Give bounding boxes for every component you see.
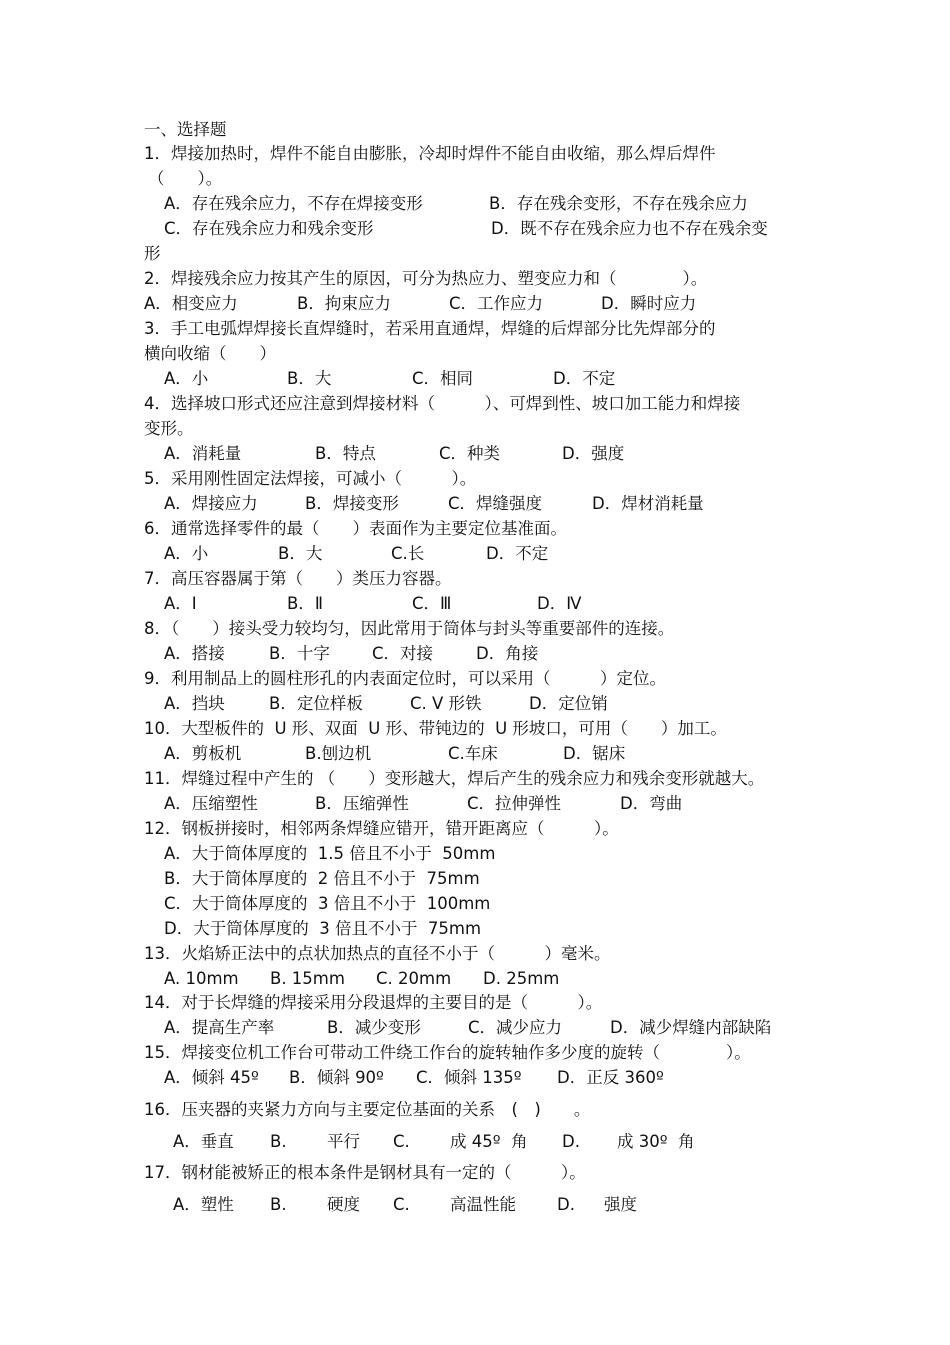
question-7-stem: 7．高压容器属于第（ ）类压力容器。 <box>144 569 452 588</box>
q5-option-b: B．焊接变形 <box>305 494 399 513</box>
q14-option-c: C．减少应力 <box>468 1018 563 1037</box>
q9-option-a: A．挡块 <box>164 694 225 713</box>
q8-option-a: A．搭接 <box>164 644 225 663</box>
q10-option-a: A．剪板机 <box>164 744 242 763</box>
question-9-stem: 9．利用制品上的圆柱形孔的内表面定位时，可以采用（ ）定位。 <box>144 669 666 688</box>
q10-option-d: D．锯床 <box>563 744 626 763</box>
q2-option-b: B．拘束应力 <box>297 294 391 313</box>
q7-option-a: A．Ⅰ <box>164 594 197 613</box>
q6-option-d: D．不定 <box>486 544 549 563</box>
q15-option-d: D．正反 360º <box>557 1068 664 1087</box>
question-10-stem: 10．大型板件的 U 形、双面 U 形、带钝边的 U 形坡口，可用（ ）加工。 <box>144 719 727 738</box>
question-2-stem: 2．焊接残余应力按其产生的原因，可分为热应力、塑变应力和（ ）。 <box>144 269 708 288</box>
q3-option-c: C．相同 <box>412 369 474 388</box>
question-4-stem-cont: 变形。 <box>144 419 194 438</box>
q15-option-c: C．倾斜 135º <box>416 1068 522 1087</box>
q6-option-a: A．小 <box>164 544 209 563</box>
q16-option-b-text: 平行 <box>327 1132 360 1151</box>
q12-option-a: A．大于筒体厚度的 1.5 倍且不小于 50mm <box>164 844 496 863</box>
q3-option-b: B．大 <box>287 369 332 388</box>
question-16-stem: 16．压夹器的夹紧力方向与主要定位基面的关系 ( ) 。 <box>144 1100 591 1119</box>
q1-option-d-cont: 形 <box>144 244 161 263</box>
question-17-stem: 17．钢材能被矫正的根本条件是钢材具有一定的（ ）。 <box>144 1163 586 1182</box>
q12-option-c: C．大于筒体厚度的 3 倍且不小于 100mm <box>164 894 491 913</box>
q2-option-d: D．瞬时应力 <box>601 294 697 313</box>
q13-option-d: D. 25mm <box>483 969 560 988</box>
q16-option-d-text: 成 30º 角 <box>617 1132 695 1151</box>
q14-option-b: B．减少变形 <box>327 1018 421 1037</box>
q12-option-b: B．大于筒体厚度的 2 倍且不小于 75mm <box>164 869 480 888</box>
question-8-stem: 8．（ ）接头受力较均匀，因此常用于筒体与封头等重要部件的连接。 <box>144 619 675 638</box>
q16-option-c-text: 成 45º 角 <box>450 1132 528 1151</box>
q10-option-c: C.车床 <box>448 744 498 763</box>
q4-option-c: C．种类 <box>439 444 501 463</box>
q11-option-c: C．拉伸弹性 <box>467 794 562 813</box>
q11-option-b: B．压缩弹性 <box>315 794 409 813</box>
question-3-stem: 3．手工电弧焊焊接长直焊缝时，若采用直通焊，焊缝的后焊部分比先焊部分的 <box>144 319 716 338</box>
question-6-stem: 6．通常选择零件的最（ ）表面作为主要定位基准面。 <box>144 519 567 538</box>
q17-option-c-letter: C. <box>393 1195 410 1214</box>
q9-option-d: D．定位销 <box>529 694 608 713</box>
q2-option-c: C．工作应力 <box>449 294 544 313</box>
q1-option-c: C．存在残余应力和残余变形 <box>164 219 374 238</box>
q15-option-b: B．倾斜 90º <box>289 1068 384 1087</box>
q9-option-c: C. V 形铁 <box>410 694 482 713</box>
q12-option-d: D．大于筒体厚度的 3 倍且不小于 75mm <box>164 919 482 938</box>
question-1-stem-cont: （ ）。 <box>148 169 223 188</box>
q8-option-b: B．十字 <box>269 644 330 663</box>
question-5-stem: 5．采用刚性固定法焊接，可减小（ ）。 <box>144 469 477 488</box>
q3-option-d: D．不定 <box>553 369 616 388</box>
section-title: 一、选择题 <box>144 120 227 139</box>
q9-option-b: B．定位样板 <box>269 694 363 713</box>
q17-option-d-text: 强度 <box>604 1195 637 1214</box>
question-14-stem: 14．对于长焊缝的焊接采用分段退焊的主要目的是（ ）。 <box>144 993 603 1012</box>
q16-option-d-letter: D. <box>562 1132 580 1151</box>
q1-option-b: B．存在残余变形，不存在残余应力 <box>489 194 748 213</box>
q8-option-c: C．对接 <box>372 644 434 663</box>
q11-option-d: D．弯曲 <box>620 794 683 813</box>
question-1-stem: 1．焊接加热时，焊件不能自由膨胀，冷却时焊件不能自由收缩，那么焊后焊件 <box>144 144 716 163</box>
question-3-stem-cont: 横向收缩（ ） <box>144 344 276 363</box>
q4-option-a: A．消耗量 <box>164 444 242 463</box>
q14-option-d: D．减少焊缝内部缺陷 <box>610 1018 772 1037</box>
q11-option-a: A．压缩塑性 <box>164 794 258 813</box>
q5-option-a: A．焊接应力 <box>164 494 258 513</box>
q15-option-a: A．倾斜 45º <box>164 1068 259 1087</box>
q3-option-a: A．小 <box>164 369 209 388</box>
q1-option-a: A．存在残余应力，不存在焊接变形 <box>164 194 423 213</box>
q17-option-b-text: 硬度 <box>327 1195 360 1214</box>
q17-option-c-text: 高温性能 <box>450 1195 516 1214</box>
q6-option-c: C.长 <box>391 544 425 563</box>
q5-option-d: D．焊材消耗量 <box>592 494 704 513</box>
question-4-stem: 4．选择坡口形式还应注意到焊接材料（ ）、可焊到性、坡口加工能力和焊接 <box>144 394 741 413</box>
q5-option-c: C．焊缝强度 <box>448 494 543 513</box>
q6-option-b: B．大 <box>278 544 323 563</box>
q17-option-b-letter: B. <box>270 1195 287 1214</box>
q7-option-c: C．Ⅲ <box>412 594 452 613</box>
q1-option-d: D．既不存在残余应力也不存在残余变 <box>491 219 768 238</box>
q13-option-b: B. 15mm <box>270 969 345 988</box>
question-11-stem: 11．焊缝过程中产生的 （ ）变形越大，焊后产生的残余应力和残余变形就越大。 <box>144 769 765 788</box>
question-12-stem: 12．钢板拼接时，相邻两条焊缝应错开，错开距离应（ ）。 <box>144 819 619 838</box>
q2-option-a: A．相变应力 <box>144 294 238 313</box>
q17-option-d-letter: D. <box>557 1195 575 1214</box>
q10-option-b: B.刨边机 <box>305 744 372 763</box>
q4-option-b: B．特点 <box>315 444 376 463</box>
q13-option-c: C. 20mm <box>376 969 452 988</box>
q8-option-d: D．角接 <box>476 644 539 663</box>
q16-option-a: A．垂直 <box>173 1132 234 1151</box>
q14-option-a: A．提高生产率 <box>164 1018 275 1037</box>
question-13-stem: 13．火焰矫正法中的点状加热点的直径不小于（ ）毫米。 <box>144 944 611 963</box>
q16-option-c-letter: C. <box>393 1132 410 1151</box>
q4-option-d: D．强度 <box>562 444 625 463</box>
question-15-stem: 15．焊接变位机工作台可带动工件绕工作台的旋转轴作多少度的旋转（ ）。 <box>144 1043 751 1062</box>
q16-option-b-letter: B. <box>270 1132 287 1151</box>
q7-option-d: D．Ⅳ <box>537 594 582 613</box>
q13-option-a: A. 10mm <box>164 969 239 988</box>
q7-option-b: B．Ⅱ <box>287 594 323 613</box>
q17-option-a: A．塑性 <box>173 1195 234 1214</box>
